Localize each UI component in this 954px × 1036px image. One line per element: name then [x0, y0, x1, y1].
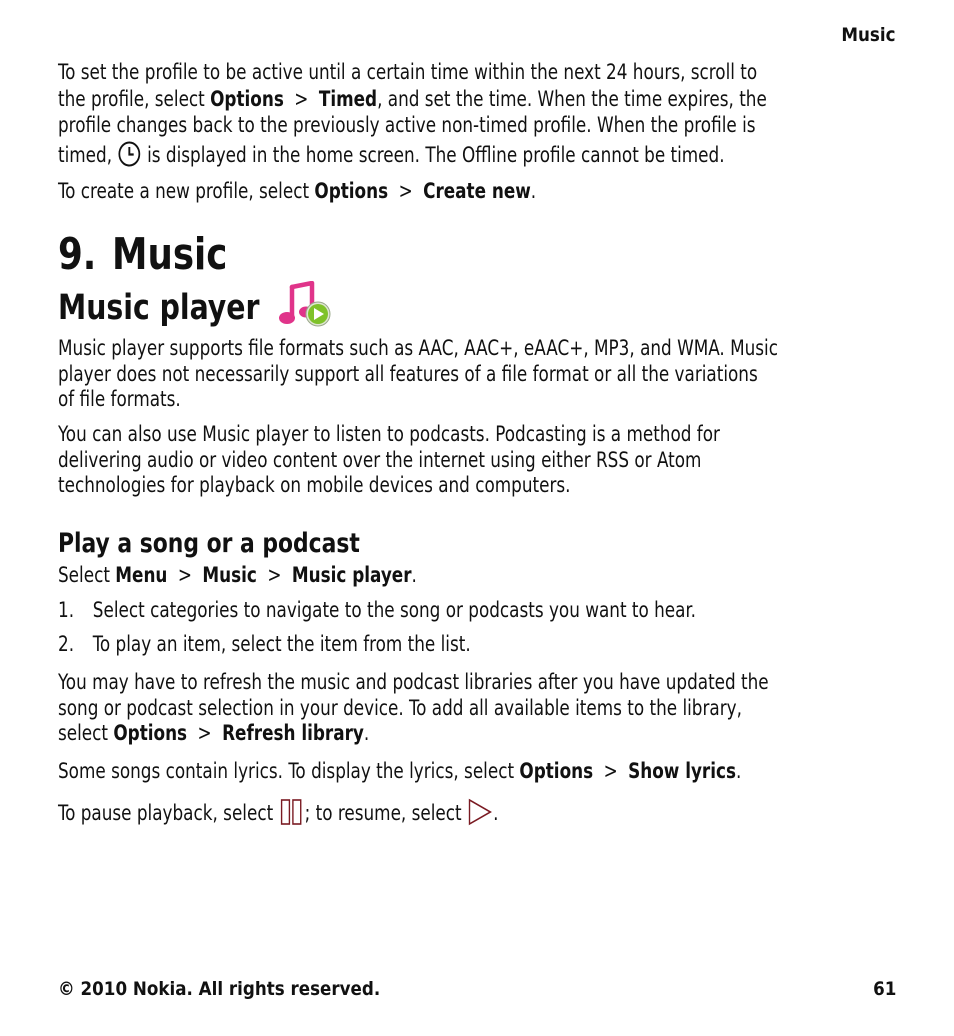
- text-span: .: [493, 801, 499, 826]
- separator: >: [267, 563, 282, 588]
- play-icon: [467, 798, 493, 826]
- pause-icon: [279, 798, 305, 826]
- text-span: the profile, select: [58, 86, 211, 112]
- music-ref: Music: [202, 563, 257, 588]
- timed-menu-ref: Timed: [318, 86, 378, 112]
- separator: >: [177, 563, 192, 588]
- text-line: profile changes back to the previously active non-timed profile. When the profile is: [58, 113, 756, 138]
- chapter-heading: [58, 228, 227, 282]
- text-line: song or podcast selection in your device. To add all available items to the library,: [58, 695, 742, 721]
- text-span: Some songs contain lyrics. To display the lyrics, select: [58, 759, 520, 784]
- music-player-icon: [278, 281, 334, 329]
- text-line: [58, 798, 841, 828]
- text-line: [58, 721, 841, 747]
- copyright-footer: © 2010 Nokia. All rights reserved.: [58, 978, 381, 1000]
- text-span: .: [411, 563, 417, 588]
- lyrics-paragraph: [58, 759, 841, 786]
- create-profile-paragraph: [58, 179, 841, 206]
- text-span: , and set the time. When the time expires, the: [377, 86, 767, 112]
- refresh-library-paragraph: [58, 670, 841, 747]
- menu-ref: Menu: [115, 563, 168, 588]
- timed-profile-paragraph: [58, 60, 841, 169]
- list-item: [58, 632, 841, 659]
- text-line: technologies for playback on mobile devices and computers.: [58, 473, 571, 498]
- refresh-library-ref: Refresh library: [222, 721, 364, 746]
- step-text: Select categories to navigate to the song or podcasts you want to hear.: [92, 598, 697, 623]
- text-line: of file formats.: [58, 387, 181, 412]
- section-heading: [58, 284, 259, 332]
- separator: >: [603, 759, 618, 784]
- text-span: Select: [58, 563, 116, 588]
- text-span: ; to resume, select: [304, 801, 467, 826]
- options-menu-ref: Options: [519, 759, 594, 784]
- text-span: select: [58, 721, 114, 746]
- page-number: 61: [872, 978, 896, 1000]
- separator: >: [294, 86, 309, 112]
- text-span: .: [363, 721, 370, 746]
- text-span: To pause playback, select: [58, 801, 279, 826]
- text-line: Music player supports file formats such as AAC, AAC+, eAAC+, MP3, and WMA. Music: [58, 336, 778, 361]
- step-text: To play an item, select the item from the list.: [92, 632, 471, 657]
- options-menu-ref: Options: [314, 179, 389, 204]
- text-line: [58, 140, 841, 170]
- text-line: You can also use Music player to listen to podcasts. Podcasting is a method for: [58, 422, 720, 447]
- text-span: .: [530, 179, 537, 204]
- text-span: timed,: [58, 142, 118, 168]
- text-span: .: [736, 759, 742, 784]
- chapter-title: Music: [112, 229, 228, 280]
- step-number: 1.: [58, 598, 75, 623]
- text-line: [58, 87, 841, 114]
- chapter-number: 9.: [58, 229, 97, 280]
- text-line: [58, 179, 841, 206]
- step-list: [58, 632, 841, 659]
- podcasts-paragraph: [58, 422, 841, 499]
- clock-icon: [117, 140, 141, 168]
- create-new-menu-ref: Create new: [423, 179, 531, 204]
- text-line: [58, 759, 841, 786]
- step-list: [58, 598, 841, 625]
- list-item: [58, 598, 841, 625]
- show-lyrics-ref: Show lyrics: [628, 759, 737, 784]
- options-menu-ref: Options: [210, 86, 284, 112]
- text-span: To create a new profile, select: [58, 179, 315, 204]
- music-player-ref: Music player: [291, 563, 412, 588]
- separator: >: [197, 721, 212, 746]
- playback-paragraph: [58, 798, 841, 828]
- text-line: [58, 563, 841, 590]
- text-span: is displayed in the home screen. The Offline profile cannot be timed.: [141, 142, 725, 168]
- text-line: To set the profile to be active until a certain time within the next 24 hours, scroll to: [58, 60, 758, 85]
- step-number: 2.: [58, 632, 75, 657]
- text-line: You may have to refresh the music and podcast libraries after you have updated the: [58, 670, 769, 695]
- text-line: player does not necessarily support all features of a file format or all the variations: [58, 361, 758, 387]
- section-title: Music player: [58, 288, 260, 328]
- select-path-paragraph: [58, 563, 841, 590]
- options-menu-ref: Options: [113, 721, 188, 746]
- subsection-heading: Play a song or a podcast: [58, 528, 360, 559]
- formats-paragraph: [58, 336, 841, 413]
- text-line: delivering audio or video content over the internet using either RSS or Atom: [58, 447, 702, 473]
- running-head: Music: [841, 24, 896, 46]
- separator: >: [398, 179, 413, 204]
